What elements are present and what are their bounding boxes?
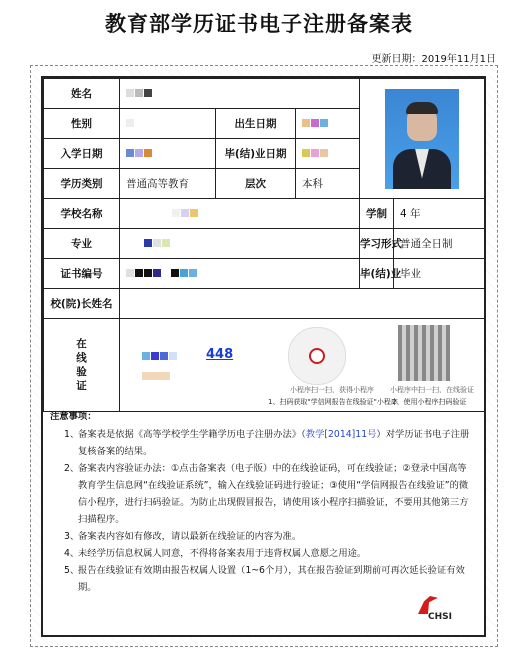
verify-code-link[interactable]: 448 [206, 347, 234, 362]
label-entry-date: 入学日期 [44, 139, 120, 169]
label-study-form: 学习形式 [360, 229, 394, 259]
label-name: 姓名 [44, 79, 120, 109]
update-date: 更新日期：2019年11月1日 [371, 54, 496, 65]
value-school-redacted [120, 199, 360, 229]
label-major: 专业 [44, 229, 120, 259]
label-cert-number: 证书编号 [44, 259, 120, 289]
label-birth-date: 出生日期 [216, 109, 296, 139]
value-birth-date-redacted [296, 109, 360, 139]
page-title: 教育部学历证书电子注册备案表 [105, 12, 413, 36]
note-item: 2、 备案表内容验证办法：①点击备案表（电子版）中的在线验证码，可在线验证；②登录中国高等教育学生信息网“在线验证系统”，输入在线验证码进行验证；③使用“学信网报告在线验证”的微信小程序，进行扫码验证。为防止出现假冒报告，请使用该小程序扫描验证，不要用其他第三方扫描程序。 [64, 463, 469, 525]
value-president [120, 289, 485, 319]
verify-cell [120, 319, 485, 412]
label-level: 层次 [216, 169, 296, 199]
value-entry-date-redacted [120, 139, 216, 169]
label-president: 校(院)长姓名 [44, 289, 120, 319]
value-name-redacted [120, 79, 360, 109]
value-study-form: 普通全日制 [394, 229, 485, 259]
label-online-verify: 在 线 验 证 [44, 319, 120, 412]
note-item: 3、 备案表内容如有修改，请以最新在线验证的内容为准。 [64, 531, 302, 542]
photo-cell [360, 79, 485, 199]
value-study-length: 4 年 [394, 199, 485, 229]
chsi-logo [414, 596, 458, 628]
note-item: 5、 报告在线验证有效期由报告权属人设置（1~6个月），其在报告验证到期前可再次延长验证有效期。 [64, 565, 465, 593]
note-item: 1、 备案表是依据《高等学校学生学籍学历电子注册办法》（教学[2014]11号）对学历证书电子注册复核备案的结果。 [64, 429, 470, 457]
notes-section [50, 408, 470, 596]
miniprogram-qr-icon[interactable] [288, 327, 346, 385]
verify-code-redacted [142, 351, 178, 363]
student-photo [385, 89, 459, 189]
value-graduation-status: 毕业 [394, 259, 485, 289]
value-graduation-date-redacted [296, 139, 360, 169]
qr-left-hint: 小程序扫一扫，获得小程序 [290, 386, 374, 394]
label-education-type: 学历类别 [44, 169, 120, 199]
chsi-logo-text: CHSI [428, 612, 452, 622]
note-item: 4、 未经学历信息权属人同意，不得将备案表用于违背权属人意愿之用途。 [64, 548, 367, 559]
value-level: 本科 [296, 169, 360, 199]
value-cert-number-redacted [120, 259, 360, 289]
label-graduation-date: 毕(结)业日期 [216, 139, 296, 169]
record-table [43, 78, 485, 412]
label-study-length: 学制 [360, 199, 394, 229]
qr-right-hint: 小程序中扫一扫，在线验证 [390, 386, 474, 394]
regulation-link[interactable]: 教学[2014]11号 [305, 429, 377, 440]
value-education-type: 普通高等教育 [120, 169, 216, 199]
value-gender-redacted [120, 109, 216, 139]
notes-heading: 注意事项： [50, 411, 97, 422]
value-major-redacted [120, 229, 360, 259]
label-gender: 性别 [44, 109, 120, 139]
qr-left-caption: 1、扫码获取"学信网报告在线验证"小程序 [268, 398, 398, 406]
qr-right-caption: 2、使用小程序扫码验证 [392, 398, 467, 406]
label-graduation-status: 毕(结)业 [360, 259, 394, 289]
label-school: 学校名称 [44, 199, 120, 229]
verify-qr-icon[interactable] [398, 325, 450, 381]
